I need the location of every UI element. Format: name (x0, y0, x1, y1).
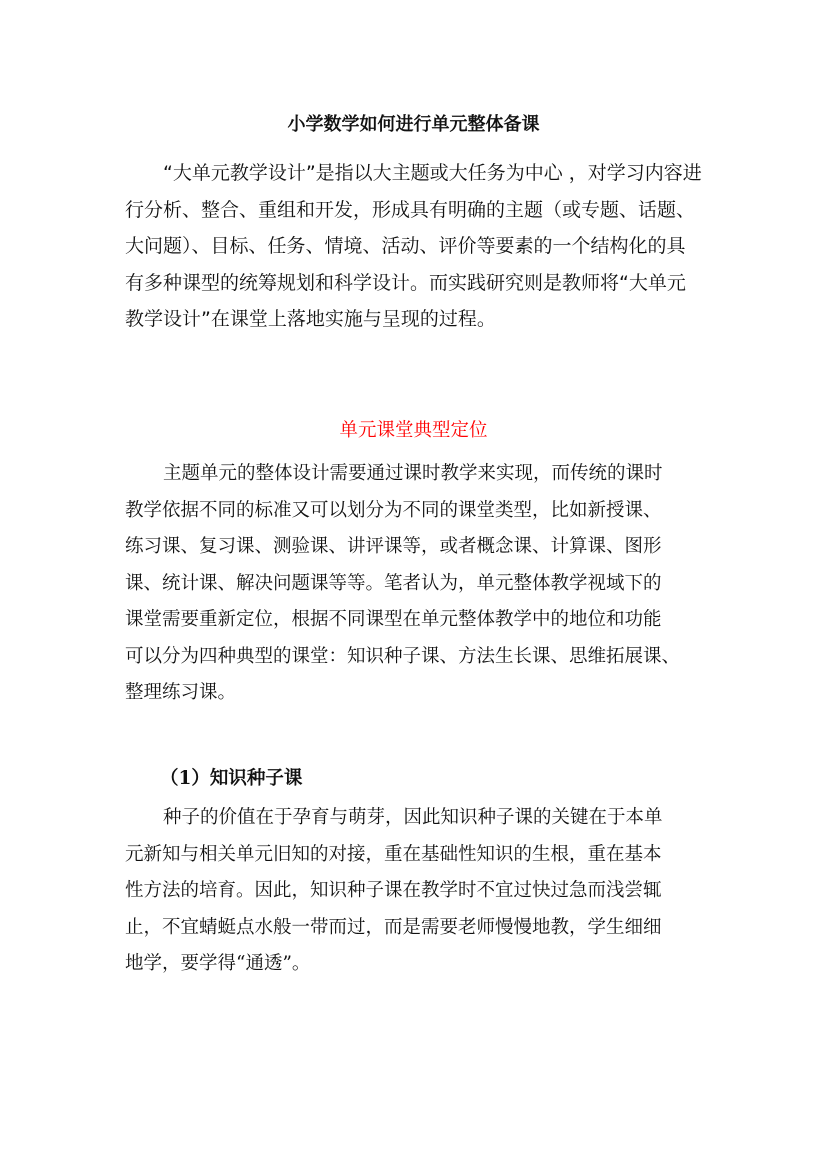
subsection-line: 地学，要学得“通透”。 (125, 953, 311, 974)
section-line: 课堂需要重新定位，根据不同课型在单元整体教学中的地位和功能 (125, 609, 662, 630)
subsection-line: 止，不宜蜻蜓点水般一带而过，而是需要老师慢慢地教，学生细细 (125, 916, 662, 938)
subsection-paragraph (125, 800, 715, 983)
intro-line: 教学设计”在课堂上落地实施与呈现的过程。 (125, 308, 496, 330)
subsection-heading: （1）知识种子课 (160, 768, 303, 789)
section-line: 整理练习课。 (125, 682, 237, 703)
section-line: 可以分为四种典型的课堂：知识种子课、方法生长课、思维拓展课、 (125, 645, 681, 667)
intro-line: 大问题）、目标、任务、情境、活动、评价等要素的一个结构化的具 (125, 235, 686, 257)
section-line: 教学依据不同的标准又可以划分为不同的课堂类型，比如新授课、 (125, 499, 662, 521)
section-line: 练习课、复习课、测验课、讲评课等，或者概念课、计算课、图形 (125, 536, 662, 557)
intro-line: “大单元教学设计”是指以大主题或大任务为中心 ，对学习内容进 (163, 162, 702, 184)
subsection-line: 种子的价值在于孕育与萌芽，因此知识种子课的关键在于本单 (163, 807, 663, 828)
intro-line: 有多种课型的统筹规划和科学设计。而实践研究则是教师将“大单元 (125, 271, 686, 294)
subsection-line: 元新知与相关单元旧知的对接，重在基础性知识的生根，重在基本 (125, 843, 662, 865)
section-paragraph (125, 456, 715, 712)
section-line: 主题单元的整体设计需要通过课时教学来实现，而传统的课时 (163, 463, 663, 484)
section-line: 课、统计课、解决问题课等等。笔者认为，单元整体教学视域下的 (125, 572, 662, 594)
subsection-line: 性方法的培育。因此，知识种子课在教学时不宜过快过急而浅尝辄 (125, 880, 662, 901)
section-heading: 单元课堂典型定位 (339, 420, 488, 441)
document-title: 小学数学如何进行单元整体备课 (287, 114, 540, 135)
intro-paragraph (125, 155, 715, 338)
intro-line: 行分析、整合、重组和开发，形成具有明确的主题（或专题、话题、 (125, 198, 696, 221)
